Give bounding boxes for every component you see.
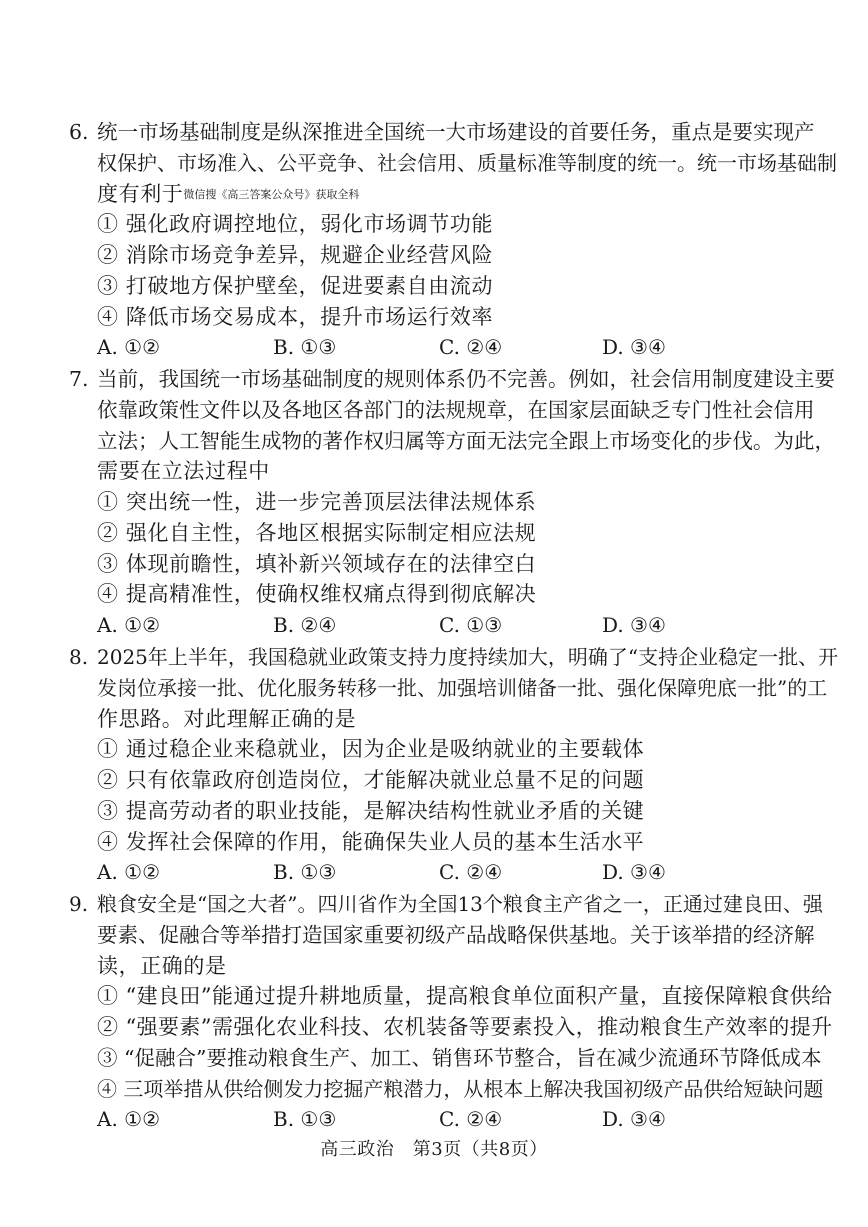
question-number: 6. [69,120,89,144]
option-a: A. ①② [97,860,161,884]
statement: ② 只有依靠政府创造岗位，才能解决就业总量不足的问题 [97,768,645,792]
option-a: A. ①② [97,335,161,359]
question-stem-line: 8. 2025年上半年，我国稳就业政策支持力度持续加大，明确了“支持企业稳定一批、开 [69,642,769,672]
question-stem-line: 依靠政策性文件以及各地区各部门的法规规章，在国家层面缺乏专门性社会信用 [97,398,815,422]
question-stem-line: 读，正确的是 [97,954,227,978]
statement: ② “强要素”需强化农业科技、农机装备等要素投入，推动粮食生产效率的提升 [97,1015,833,1039]
statement: ③ 打破地方保护壁垒，促进要素自由流动 [97,274,494,298]
question-stem-line: 发岗位承接一批、优化服务转移一批、加强培训储备一批、强化保障兜底一批”的工 [97,676,828,700]
option-b: B. ②④ [273,613,337,637]
option-b: B. ①③ [273,335,337,359]
page-footer: 高三政治 第3页（共8页） [320,1139,548,1160]
question-stem-line: 7. 当前，我国统一市场基础制度的规则体系仍不完善。例如，社会信用制度建设主要 [69,364,769,394]
statement: ④ 降低市场交易成本，提升市场运行效率 [97,305,494,329]
question-number: 7. [69,367,89,391]
statement: ① 突出统一性，进一步完善顶层法律法规体系 [97,490,537,514]
option-d: D. ③④ [602,613,666,637]
statement: ③ “促融合”要推动粮食生产、加工、销售环节整合，旨在减少流通环节降低成本 [97,1046,822,1070]
option-a: A. ①② [97,1107,161,1131]
statement: ① 强化政府调控地位，弱化市场调节功能 [97,212,494,236]
option-b: B. ①③ [273,1107,337,1131]
option-c: C. ②④ [439,1107,503,1131]
inline-note: 微信搜《高三答案公众号》获取全科 [183,188,360,201]
option-d: D. ③④ [602,335,666,359]
option-c: C. ②④ [439,860,503,884]
statement: ④ 提高精准性，使确权维权痛点得到彻底解决 [97,582,537,606]
statement: ③ 提高劳动者的职业技能，是解决结构性就业矛盾的关键 [97,799,645,823]
option-d: D. ③④ [602,860,666,884]
question-stem-line: 需要在立法过程中 [97,459,270,483]
option-c: C. ②④ [439,335,503,359]
option-a: A. ①② [97,613,161,637]
option-d: D. ③④ [602,1107,666,1131]
option-b: B. ①③ [273,860,337,884]
question-stem-line: 要素、促融合等举措打造国家重要初级产品战略保供基地。关于该举措的经济解 [97,923,815,947]
question-number: 9. [69,892,89,916]
question-stem-line: 立法；人工智能生成物的著作权归属等方面无法完全跟上市场变化的步伐。为此， [97,429,835,453]
statement: ④ 发挥社会保障的作用，能确保失业人员的基本生活水平 [97,830,645,854]
option-c: C. ①③ [439,613,503,637]
statement: ① 通过稳企业来稳就业，因为企业是吸纳就业的主要载体 [97,737,645,761]
statement: ④ 三项举措从供给侧发力挖掘产粮潜力，从根本上解决我国初级产品供给短缺问题 [97,1077,824,1101]
question-stem-line: 6. 统一市场基础制度是纵深推进全国统一大市场建设的首要任务，重点是要实现产 [69,117,769,147]
statement: ③ 体现前瞻性，填补新兴领域存在的法律空白 [97,552,537,576]
statement: ② 消除市场竞争差异，规避企业经营风险 [97,243,494,267]
question-number: 8. [69,645,89,669]
statement: ② 强化自主性，各地区根据实际制定相应法规 [97,521,537,545]
question-stem-line: 权保护、市场准入、公平竞争、社会信用、质量标准等制度的统一。统一市场基础制 [97,151,837,175]
statement: ① “建良田”能通过提升耕地质量，提高粮食单位面积产量，直接保障粮食供给 [97,984,833,1008]
question-stem-line: 度有利于微信搜《高三答案公众号》获取全科 [97,182,360,206]
question-stem-line: 9. 粮食安全是“国之大者”。四川省作为全国13个粮食主产省之一，正通过建良田、强 [69,889,769,919]
question-stem-line: 作思路。对此理解正确的是 [97,707,357,731]
